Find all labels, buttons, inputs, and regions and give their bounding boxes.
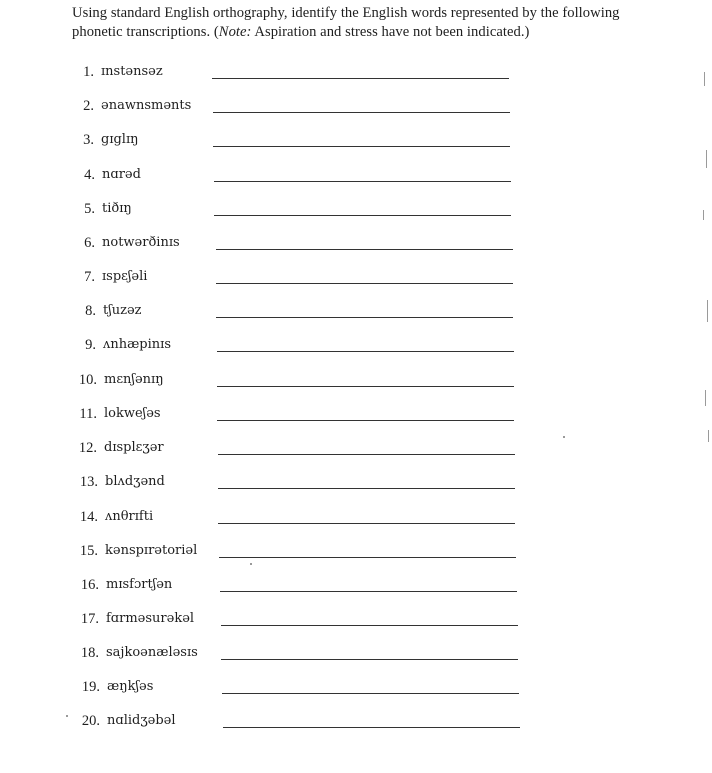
phonetic-transcription: ʌnhæpinɪs <box>103 337 171 352</box>
item-number: 1. <box>83 64 94 80</box>
answer-blank[interactable] <box>220 591 517 592</box>
answer-blank[interactable] <box>219 557 516 558</box>
phonetic-transcription: ʌnθrɪfti <box>105 509 154 524</box>
phonetic-transcription: ɪnstənsəz <box>101 64 163 79</box>
phonetic-transcription: mɪsfɔrtʃən <box>106 577 173 592</box>
phonetic-transcription: nɑlidʒəbəl <box>107 713 176 728</box>
item-number: 14. <box>79 509 98 525</box>
phonetic-transcription: tʃuzəz <box>103 303 142 318</box>
item-number: 10. <box>78 372 97 388</box>
item-number: 13. <box>79 474 98 490</box>
answer-blank[interactable] <box>221 625 518 626</box>
item-number: 17. <box>80 611 99 627</box>
scan-speck <box>707 300 708 322</box>
phonetic-transcription: gɪglɪŋ <box>101 132 139 147</box>
item-number: 6. <box>84 235 95 251</box>
item-number: 8. <box>85 303 96 319</box>
answer-blank[interactable] <box>217 386 514 387</box>
answer-blank[interactable] <box>217 351 514 352</box>
phonetic-transcription: tiðɪŋ <box>102 201 132 216</box>
item-number: 12. <box>78 440 97 456</box>
scan-speck <box>708 430 709 442</box>
item-number: 16. <box>80 577 99 593</box>
answer-blank[interactable] <box>214 215 511 216</box>
answer-blank[interactable] <box>218 488 515 489</box>
phonetic-transcription: nɑrəd <box>102 167 141 182</box>
item-number: 18. <box>80 645 99 661</box>
scan-speck <box>703 210 704 220</box>
phonetic-transcription: lokweʃəs <box>104 406 161 421</box>
answer-blank[interactable] <box>223 727 520 728</box>
phonetic-transcription: kənspɪrətoriəl <box>105 543 198 558</box>
item-number: 2. <box>83 98 94 114</box>
phonetic-transcription: æŋkʃəs <box>107 679 154 694</box>
answer-blank[interactable] <box>216 249 513 250</box>
scan-speck <box>705 390 706 406</box>
answer-blank[interactable] <box>221 659 518 660</box>
phonetic-transcription: notwərðinɪs <box>102 235 180 250</box>
item-number: 9. <box>85 337 96 353</box>
item-number: 15. <box>79 543 98 559</box>
scan-speck <box>250 563 252 565</box>
item-number: 7. <box>84 269 95 285</box>
scan-speck <box>706 150 707 168</box>
answer-blank[interactable] <box>214 181 511 182</box>
answer-blank[interactable] <box>213 112 510 113</box>
phonetic-transcription: fɑrməsurəkəl <box>106 611 195 626</box>
item-number: 3. <box>83 132 94 148</box>
scan-speck <box>563 436 565 438</box>
phonetic-transcription: dɪsplɛʒər <box>104 440 164 455</box>
scan-speck <box>66 715 68 717</box>
answer-blank[interactable] <box>218 454 515 455</box>
phonetic-transcription: sajkoənæləsɪs <box>106 645 198 660</box>
item-number: 20. <box>81 713 100 729</box>
item-number: 19. <box>81 679 100 695</box>
answer-blank[interactable] <box>217 420 514 421</box>
scan-speck <box>704 72 705 86</box>
instructions-intro: Using standard English orthography, identify the English words represented by the following phonetic transcriptions. ( <box>72 5 620 40</box>
answer-blank[interactable] <box>213 146 510 147</box>
phonetic-transcription: ənawnsmənts <box>101 98 192 113</box>
answer-blank[interactable] <box>218 523 515 524</box>
item-number: 5. <box>84 201 95 217</box>
item-number: 4. <box>84 167 95 183</box>
answer-blank[interactable] <box>216 317 513 318</box>
phonetic-transcription: ɪspɛʃəli <box>102 269 148 284</box>
instructions-paragraph <box>72 4 644 42</box>
answer-blank[interactable] <box>212 78 509 79</box>
answer-blank[interactable] <box>216 283 513 284</box>
note-text: Aspiration and stress have not been indicated.) <box>251 24 530 40</box>
answer-blank[interactable] <box>222 693 519 694</box>
item-number: 11. <box>79 406 97 422</box>
phonetic-transcription: mɛnʃənɪŋ <box>104 372 164 387</box>
note-label: Note: <box>218 24 252 40</box>
phonetic-transcription: blʌdʒənd <box>105 474 165 489</box>
